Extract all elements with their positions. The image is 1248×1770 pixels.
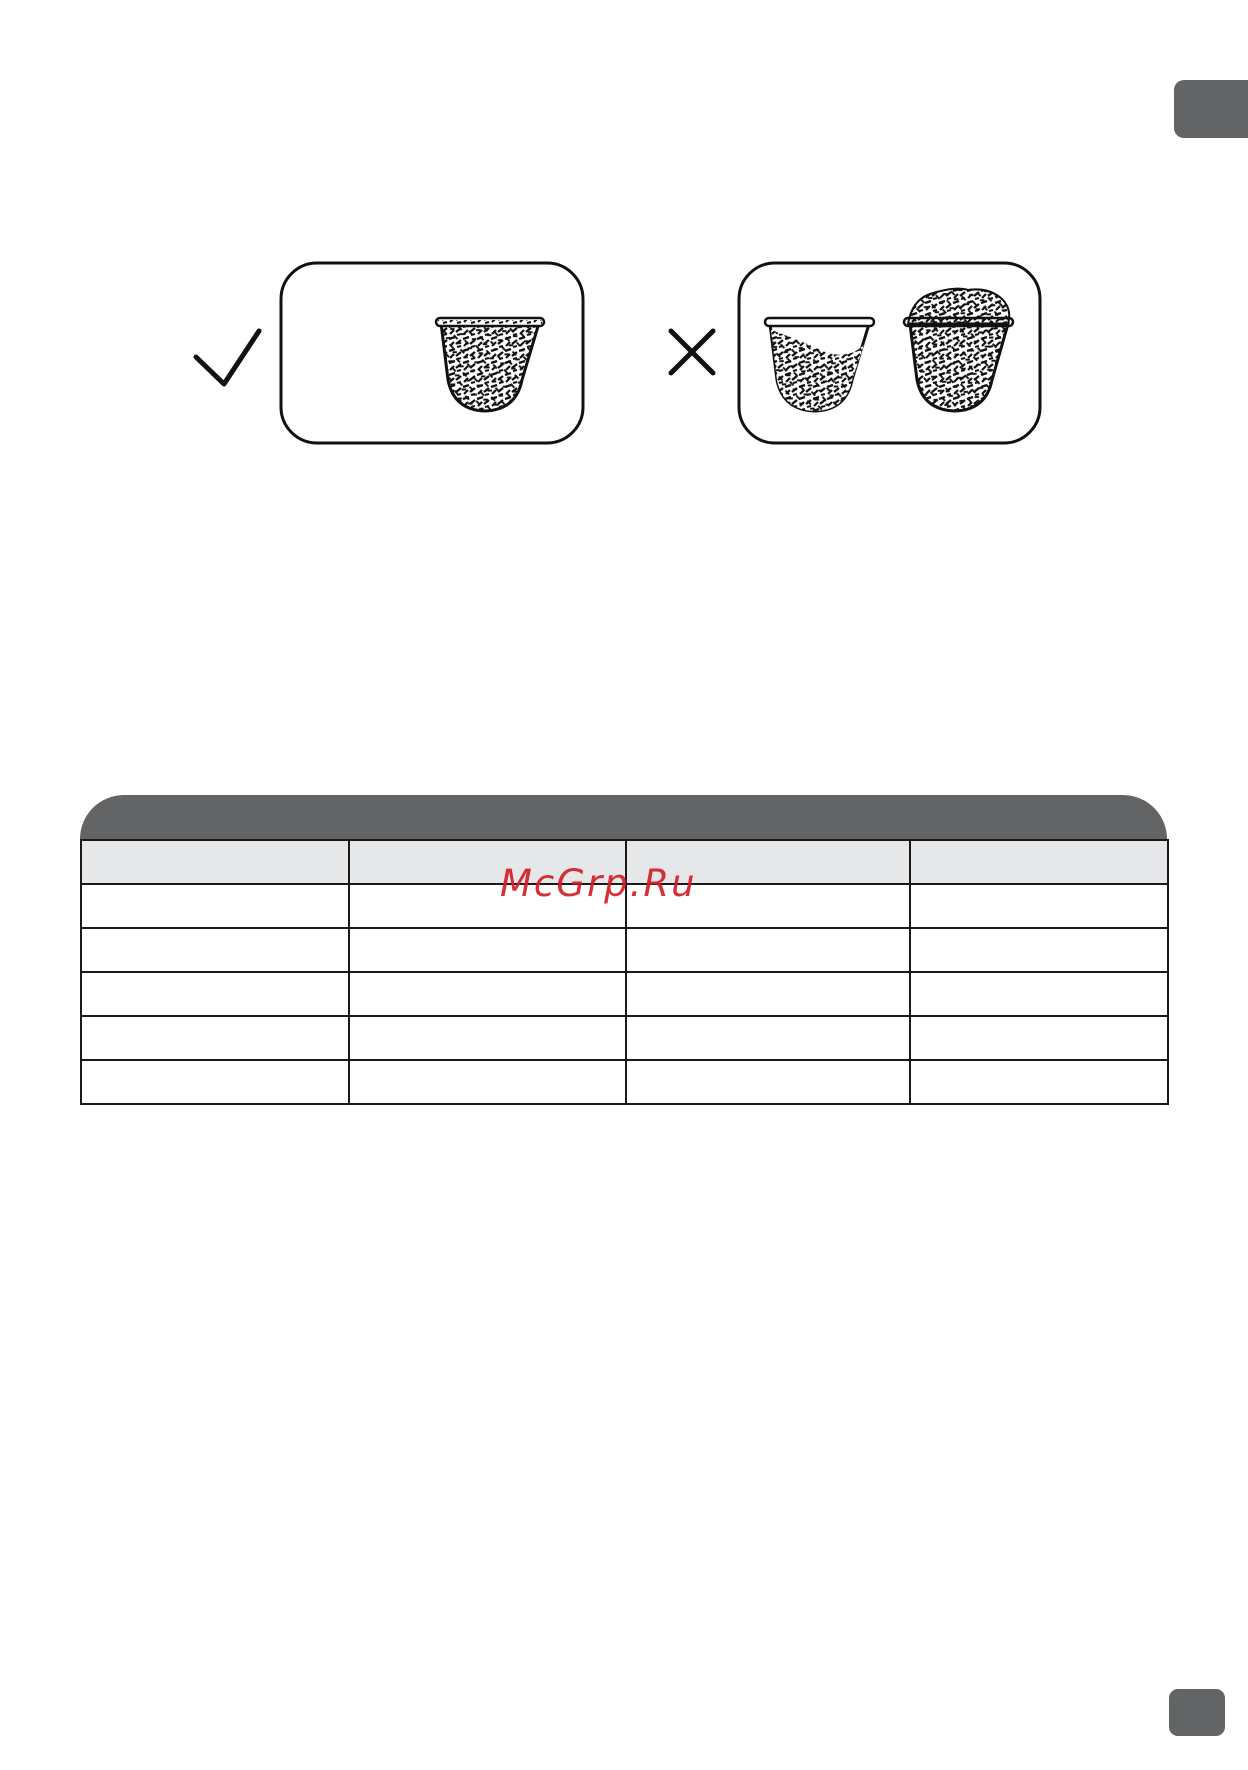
table-cell — [349, 1016, 626, 1060]
table-row — [81, 1016, 1168, 1060]
table-cell — [349, 1060, 626, 1104]
table-cell — [81, 928, 349, 972]
table-cell — [910, 972, 1168, 1016]
table-cell — [81, 884, 349, 928]
table-cell — [626, 1016, 910, 1060]
header-cell — [910, 840, 1168, 884]
rice-bowl-icon — [436, 318, 544, 411]
correct-panel — [281, 263, 583, 443]
table-cell — [626, 1060, 910, 1104]
watermark-text: McGrp.Ru — [500, 862, 697, 905]
cross-icon — [671, 331, 713, 373]
table-cell — [910, 928, 1168, 972]
page-number-tab — [1169, 1689, 1225, 1736]
table-row — [81, 972, 1168, 1016]
table-cell — [81, 1016, 349, 1060]
table-cell — [349, 928, 626, 972]
header-cell — [81, 840, 349, 884]
table-cell — [349, 972, 626, 1016]
table-cell — [81, 1060, 349, 1104]
checkmark-icon — [196, 331, 259, 384]
spec-table — [80, 795, 1167, 1105]
table-row — [81, 1060, 1168, 1104]
table-cell — [626, 972, 910, 1016]
table-cell — [81, 972, 349, 1016]
overfilled-bowl-icon — [904, 289, 1013, 411]
table-cell — [910, 1016, 1168, 1060]
filling-illustration — [0, 0, 1248, 460]
table-cell — [626, 928, 910, 972]
table-row — [81, 928, 1168, 972]
underfilled-bowl-icon — [765, 318, 874, 411]
table-title-bar — [80, 795, 1167, 839]
table-cell — [910, 1060, 1168, 1104]
table-cell — [910, 884, 1168, 928]
